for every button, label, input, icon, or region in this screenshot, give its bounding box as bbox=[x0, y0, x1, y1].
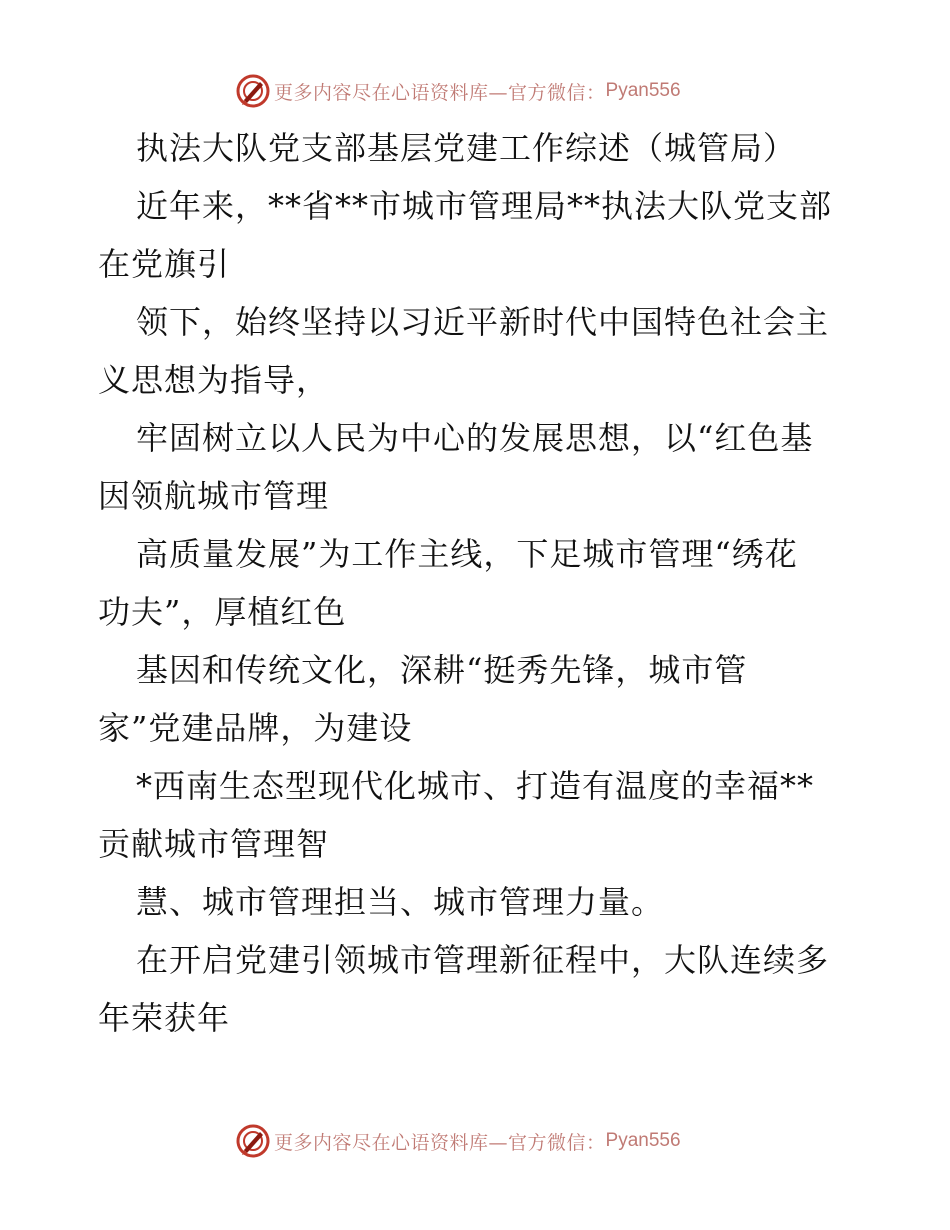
text-line: 在党旗引 bbox=[98, 245, 231, 283]
banner-text: 更多内容尽在心语资料库—官方微信： bbox=[274, 1131, 606, 1154]
text-line: 在开启党建引领城市管理新征程中，大队连续多 bbox=[136, 941, 830, 979]
text-line: 年荣获年 bbox=[98, 999, 231, 1037]
text-line: 领下，始终坚持以习近平新时代中国特色社会主 bbox=[136, 303, 830, 341]
footer-watermark-banner bbox=[234, 1122, 714, 1160]
text-line: 基因和传统文化，深耕“挺秀先锋，城市管 bbox=[136, 651, 748, 689]
banner-wechat-id: Pyan556 bbox=[605, 80, 681, 101]
document-title: 执法大队党支部基层党建工作综述（城管局） bbox=[136, 129, 797, 167]
text-line: 慧、城市管理担当、城市管理力量。 bbox=[136, 883, 665, 921]
text-line: 义思想为指导， bbox=[98, 361, 330, 399]
text-line: 牢固树立以人民为中心的发展思想，以“红色基 bbox=[136, 419, 814, 457]
text-line: 功夫”，厚植红色 bbox=[98, 593, 347, 631]
text-line: 家”党建品牌，为建设 bbox=[98, 709, 413, 747]
text-line: 高质量发展”为工作主线，下足城市管理“绣花 bbox=[136, 535, 798, 573]
banner-text: 更多内容尽在心语资料库—官方微信： bbox=[274, 81, 606, 104]
text-line: 因领航城市管理 bbox=[98, 477, 330, 515]
text-line: 贡献城市管理智 bbox=[98, 825, 330, 863]
pen-logo-icon bbox=[234, 1122, 272, 1160]
text-line: 近年来，**省**市城市管理局**执法大队党支部 bbox=[136, 187, 833, 225]
text-line: *西南生态型现代化城市、打造有温度的幸福** bbox=[136, 767, 815, 805]
banner-wechat-id: Pyan556 bbox=[605, 1130, 681, 1151]
